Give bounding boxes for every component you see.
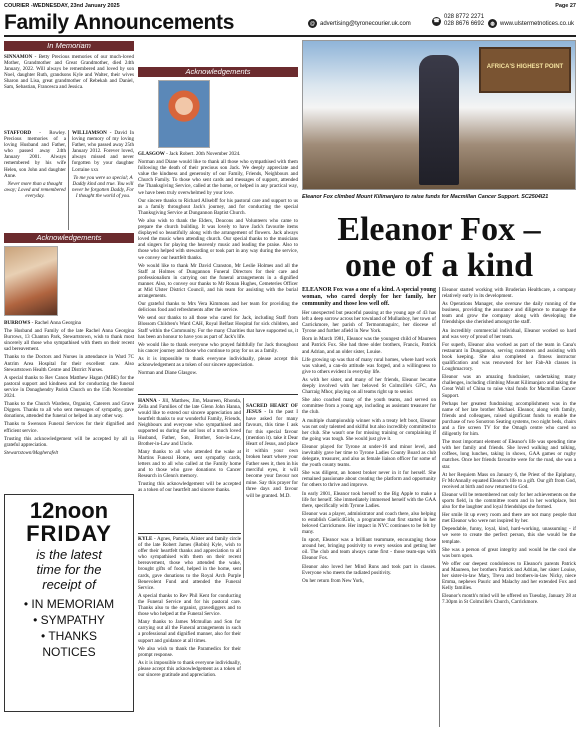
in-memoriam-header: In Memoriam	[4, 41, 134, 51]
globe-icon: ◍	[488, 19, 497, 28]
notice-sinnamon: SINNAMON - Betty Precious memories of our much-loved Mother, Grandmother and Great Grandmother, died 24th January, 2022. Will always be remembered and loved by son Noel, daughter Ruth, grandsons Kyle and Walter, their wives Sharon and Lisa, great grandmother of Rebekah and Daniel, Sam, Sebastian, Francesca and Jessica.	[4, 54, 134, 91]
column-divider	[68, 130, 69, 230]
acknowledgements-header-mid: Acknowledgements	[138, 67, 298, 77]
feature-photo	[302, 40, 576, 190]
phone-contact[interactable]: ☎ 028 8772 2271 028 8676 6692	[433, 14, 485, 27]
glasgow-photo	[158, 80, 210, 148]
website-contact[interactable]: ◍ www.ulstermetnotices.co.uk	[488, 19, 574, 28]
phone-icon: ☎	[433, 18, 440, 24]
acknowledgements-header-left: Acknowledgements	[4, 233, 134, 243]
column-divider	[243, 398, 244, 578]
section-title: Family Announcements	[4, 11, 235, 34]
issue-date: COURIER -WEDNESDAY, 23nd January 2025	[4, 3, 120, 9]
section-divider	[138, 533, 241, 534]
burrows-photo	[4, 246, 58, 316]
email-icon: @	[308, 19, 317, 28]
deadline-notice-box: 12noon FRIDAY is the latest time for the receipt of • IN MEMORIAM • SYMPATHY • THANKS NOTICES	[4, 494, 134, 712]
photo-caption: Eleanor Fox climbed Mount Kilimanjaro to raise funds for Macmillan Cancer Support. SC2504I21	[302, 194, 549, 200]
notice-hanna: HANNA - Jill, Matthew, Jim, Maureen, Rhonda, Zella and Families of the late Glenn John Hanna, would like to extend our sincere appreciation and heartfelt thanks to our wonderful Family, Friends, Neighbours and everyone who sympathised and supported us during the sad loss of a much loved Husband, Father, Son, Brother, Son-in-Law, Brother-in-Law and Uncle. Many thanks to all who attended the wake at Martins Funeral Home, sent sympathy cards, letters and to all who called at the Family home and to those who gave donations to Cancer Research in Glenn's memory. Trusting this acknowledgement will be accepted as a token of our heartfelt and sincere thanks.	[138, 398, 241, 494]
notice-williamson: WILLIAMSON - David In loving memory of my loving Father, who passed away 25th January 2012. Forever loved, always missed and never forgotten by your daughter Lorraine xxx To me you were so special; A Daddy kind and true. You will never be forgotten Daddy, For I thought the world of you.	[72, 130, 135, 199]
page-number: Page 27	[555, 3, 576, 9]
column-divider	[439, 287, 440, 727]
notice-kyle: KYLE - Agnes, Pamela, Alister and family circle of the late Robert James (Robin) Kyle, wish to offer their heartfelt thanks and appreciation to all who sympathised with them on their recent bereavement, those who attended the wake, brought gifts of food, helped in the home, sent cards, gave donations to the Royal Arch Purple Benevolent Fund and attended the Funeral Service. A special thanks to Rev Phil Kent for conducting the Funeral Service and for his pastoral care. Thanks also to the organist, gravediggers and to those who helped at the Funeral Service. Many thanks to James Mcmullan and Son for carrying out all the Funeral arrangements in such a professional and dignified manner, also for their support and guidance at all times. We also wish to thank the Paramedics for their prompt response. As it is impossible to thank everyone individually, please accept this acknowledgement as a token of our sincere gratitude and appreciation.	[138, 536, 241, 678]
feature-headline: Eleanor Fox – one of a kind	[337, 211, 541, 284]
notice-burrows: BURROWS - Rachel Anna Georgina The Husband and Family of the late Rachel Anna Georgina Burrows, 13 Chanton Park, Stewartstown, wish to thank most sincerely all those who sympathised with them on their recent sad bereavement. Thanks to the Doctors and Nurses in attendance in Ward 7C Antrim Area Hospital for their excellent care. Also Stewartstown Health Centre and District Nurses. A special thanks to Rev Canon Matthew Hagan (MBE) for the pastoral support and kindness and for conducting the funeral service in Donaghendry Parish Church on the 15th November 2024. Thanks to the Church Wardens, Organist, Caterers and Grave Diggers. Thanks to all who sent messages of sympathy, gave donations, attended the funeral or helped in any other way. Thanks to Swenson Funeral Services for their dignified and efficient service. Trusting this acknowledgement will be accepted by all in grateful appreciation. Stewartstown/Magherafelt	[4, 320, 134, 456]
notice-glasgow: GLASGOW - Jack Robert. 20th November 2024. Norman and Diane would like to thank all those who sympathised with them following the death of their precious son Jack. We deeply appreciate and value the kindness and generosity of our Family, Friends, Neighbours and Church Family. To those who sent cards and messages of support, attended the Thanksgiving Service, called at the home, or helped in any practical way, we have been truly overwhelmed by your love. Our sincere thanks to Richard Allsebff for his pastoral care and support to us as a family throughout Jack's journey, and for conducting the special Thanksgiving Service at Dungannon Baptist Church. We also wish to thank the Elders, Deacons and Volunteers who came to prepare the church building. It was lovely to have Jack's favourite items displayed so beautifully along with the arrangement of flowers. Jack always loved the music when attending church. Our special thanks to the musicians and singers for playing the heavenly music and leading the praise. Also to those who helped with stewarding or took part in any way during the service, we convey our heartfelt thanks. We would like to thank Mr David Cranston, Mr Leslie Holmes and all the Staff at Holmes of Dungannon Funeral Directors for their care and professionalism in carrying out the funeral arrangements in a dignified manner. Also, to convey our thanks to Mr Ronan Hughes, Cemeteries Officer at Mid Ulster District Council, and his team for assisting with the burial arrangements. Our grateful thanks to Mrs Vera Kimmons and her team for providing the delicious food and refreshments after the service. We send our thanks to all those who cared for Jack, including Staff from Blossom Children's Ward CAH, Royal Belfast Hospital for sick children, and Staff within the Community. For the many Charities that have supported us, it has been an honour to have you as part of Jack's life. We would like to thank everyone who prayed faithfully for Jack throughout his cancer journey and those who continue to pray for us as a family. As it is impossible to thank everyone individually, please accept this acknowledgement as a token of our sincere appreciation. Norman and Diane Glasgow.	[138, 151, 298, 377]
notice-sacred-heart: SACRED HEART OF JESUS - In the past I have asked for many favours, this time I ask for this special favour (mention it). take it Dear Heart of Jesus, and place it within your own broken heart where your Father sees it, then in his merciful eyes, it will become your favour not mine. Say this prayer for three days and favour will be granted. M.D.	[246, 403, 298, 499]
section-divider	[138, 394, 298, 395]
summit-sign: AFRICA'S HIGHEST POINT	[479, 47, 571, 93]
notice-stafford: STAFFORD - Rowley. Precious memories of a loving Husband and Father, who passed away 24th January 2001. Always remembered by his wife Helen, son John and daughter Anne. Never more than a thought away; Loved and remembered everyday.	[4, 130, 66, 199]
feature-column-1: ELEANOR Fox was a one of a kind. A special young woman, who cared deeply for her family, her community and those less well off. Her unexpected but peaceful passing at the young age of 43 has left a deep sorrow across her townland of Mullanboy, her town of Carrickmore, her parish of Termonmaguirc, her diocese of Tyrone and further afield in New York. Born in March 1981, Eleanor was the youngest child of Maureen and Patrick Fox. She had three older brothers, Francis, Patrick and Adrian, and an older sister, Louise. Life growing up was that of many rural homes, where hard work was valued, a can-do attitude was forged, and a willingness to give to others evident in everyday life. As with her sister, and many of her friends, Eleanor became deeply involved with her beloved St Colmcille's GFC, An Charraig Mhor, playing on all teams right up to senior. She also coached many of the youth teams, and served on committee from a young age, including as assistant treasurer for the club. A multiple championship winner with a treaty left boot, Eleanor was not only talented and skilful but also incredibly committed to her club. She wasn't one for missing training or complaining if the going was tough. She would just give it. Eleanor played for Tyrone at under-16 and minor level, and inevitably gave her time to Tyrone Ladies County Board as club delegate, treasurer, and also as female liaison officer for some of the youth county teams. She was diligent, an honest broker never in it for herself. She remained passionate about creating the platform and opportunity for others to thrive and improve. In early 2001, Eleanor took herself to the Big Apple to make a life for herself. She immediately immersed herself with the GAA there, specifically with Tyrone Ladies. Eleanor was a player, administrator and coach there, also helping to establish Gaelic4Girls, a programme that first started in her beloved Carrickmore. Her impact in NYC continues to be felt by many. In sport, Eleanor was a brilliant teammate, encouraging those around her, bringing positivity to every session and getting her oil. The club and team always came first - those team-ups with Eleanor Fox. Eleanor also loved her Mind Runs and took part in classes. Everyone who meets the radiated positivity. On her return from New York,	[302, 287, 436, 584]
email-contact[interactable]: @ advertising@tyronecourier.uk.com	[308, 19, 411, 28]
person-silhouette	[419, 55, 459, 185]
feature-column-2: Eleanor started working with Bruderian Healthcare, a company relatively early in its development. As Operations Manager, she oversaw the daily running of the business, providing the assurance and diligence to manage the team and grow the company along with developing the friendships she cherished amongst the staff. An incredibly commercial individual, Eleanor worked so hard and was very of proud of her team. For superb, Eleanor also worked as part of the team in Cana's restaurant in Dungannon, serving customers and assisting with book keeping. She also completed a fitness instructor qualification and was renowned for her Fab-Ab classes in Loughmacrory. Eleanor was an amazing fundraiser, undertaking many challenges, including climbing Mount Kilimanjaro and taking the Great Wall of China to raise vital funds for Macmillan Cancer Support. Perhaps her greatest fundraising accomplishment was in the name of her late brother Michael. Eleanor, along with family, friends and colleagues, raised significant funds to enable the purchase of two Sonotron Seating systems, two night beds, chairs and a fire screen TV for the Omagh centre who cared so diligently for him. The most important element of Eleanor's life was spending time with her family and friends. She loved walking and talking, coffees, long lunches, taking in shows, GAA games or rugby matches. Once her friends favourite were for the road, she was a star. At her Requiem Mass on January 6, the Priest of the Epiphany, Fr McAnnally equated Eleanor's life to a gift. Our gift from God, received at birth and now returned to God. Eleanor will be remembered not only for her achievements on the sports field, in the committee room and in her workplace, but also for the laughter and loyal friendships she formed. Her smile lit up every room and there are not many people that met Eleanor who were not inspired by her. Dependable, funny, loyal, kind, hard-working, unassuming - if we were to create the perfect person, this she would be the template. She was a person of great integrity and would be the cool she was born upon. We offer our deepest condolences to Eleanor's parents Patrick and Maureen, her brothers Patrick and Adrian, her sister Louise, her sister-in-law Mary, Treva and brothers-in-law Nicky, niece Emma, nephews Pauric and Malachy and her extended Fox and Kelly families. Eleanor's month's mind will be offered on Tuesday, January 28 at 7.30pm in St Colmcille's Church, Carrickmore.	[442, 287, 576, 606]
masthead	[4, 11, 576, 37]
